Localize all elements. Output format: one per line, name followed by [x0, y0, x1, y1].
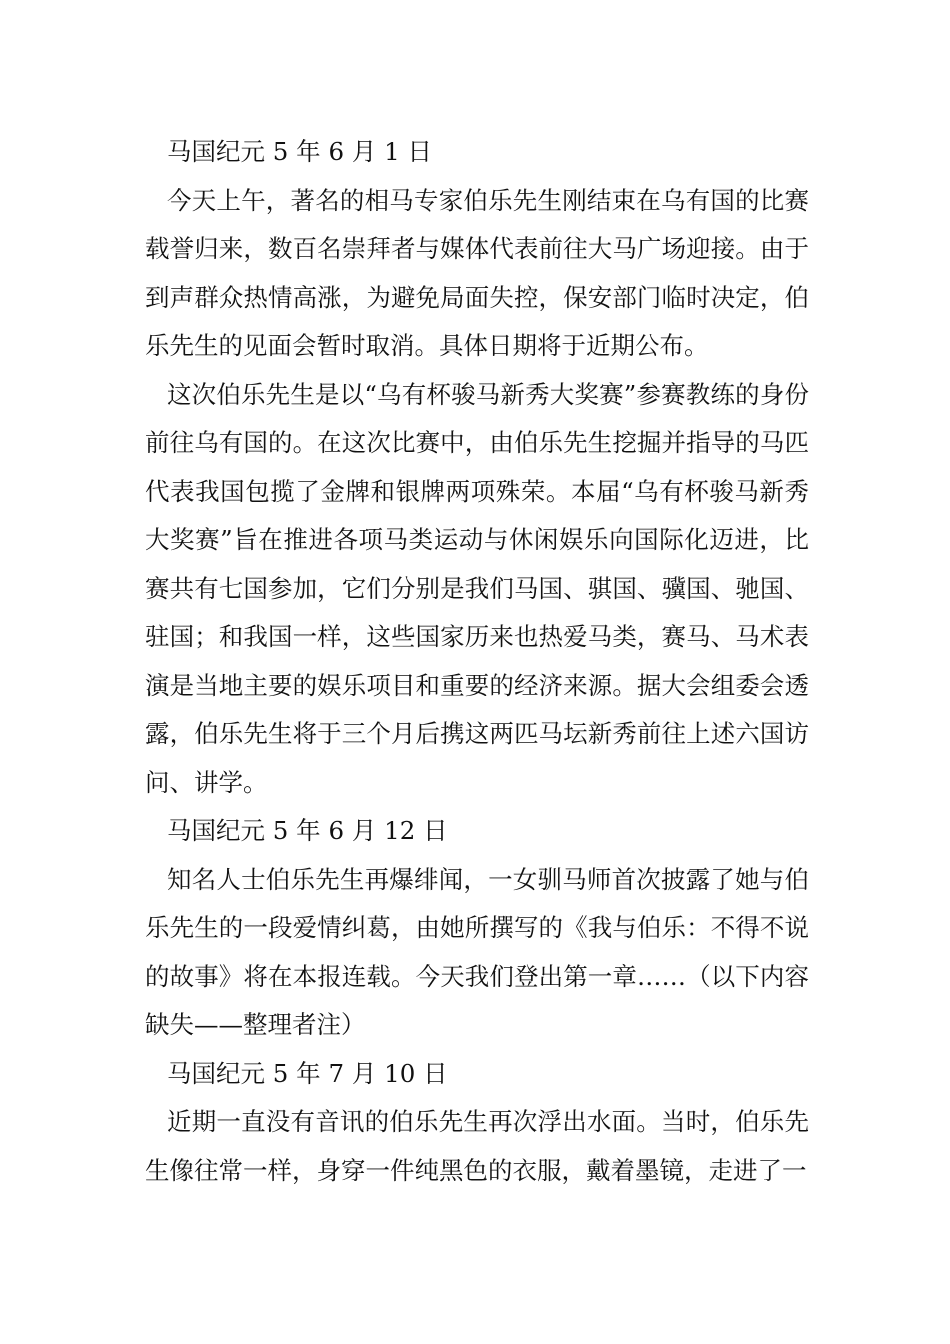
body-paragraph-3: 知名人士伯乐先生再爆绯闻，一女驯马师首次披露了她与伯乐先生的一段爱情纠葛，由她所撰写的《我与伯乐：不得不说的故事》将在本报连载。今天我们登出第一章……（以下内容缺失——整理者注）: [145, 864, 809, 1039]
date-heading-2: 马国纪元 5 年 6 月 12 日: [167, 816, 448, 845]
body-paragraph-2: 这次伯乐先生是以“乌有杯骏马新秀大奖赛”参赛教练的身份前往乌有国的。在这次比赛中，由伯乐先生挖掘并指导的马匹代表我国包揽了金牌和银牌两项殊荣。本届“乌有杯骏马新秀大奖赛”旨在推进各项马类运动与休闲娱乐向国际化迈进，比赛共有七国参加，它们分别是我们马国、骐国、骥国、驰国、驻国；和我国一样，这些国家历来也热爱马类，赛马、马术表演是当地主要的娱乐项目和重要的经济来源。据大会组委会透露，伯乐先生将于三个月后携这两匹马坛新秀前往上述六国访问、讲学。: [145, 379, 809, 797]
date-heading-3: 马国纪元 5 年 7 月 10 日: [167, 1058, 448, 1088]
body-paragraph-4: 近期一直没有音讯的伯乐先生再次浮出水面。当时，伯乐先生像往常一样，身穿一件纯黑色的衣服，戴着墨镜，走进了一: [145, 1107, 809, 1185]
document-body: [145, 128, 809, 1195]
body-paragraph-1: 今天上午，著名的相马专家伯乐先生刚结束在乌有国的比赛载誉归来，数百名崇拜者与媒体代表前往大马广场迎接。由于到声群众热情高涨，为避免局面失控，保安部门临时决定，伯乐先生的见面会暂时取消。具体日期将于近期公布。: [145, 185, 809, 360]
date-heading-1: 马国纪元 5 年 6 月 1 日: [167, 137, 432, 166]
